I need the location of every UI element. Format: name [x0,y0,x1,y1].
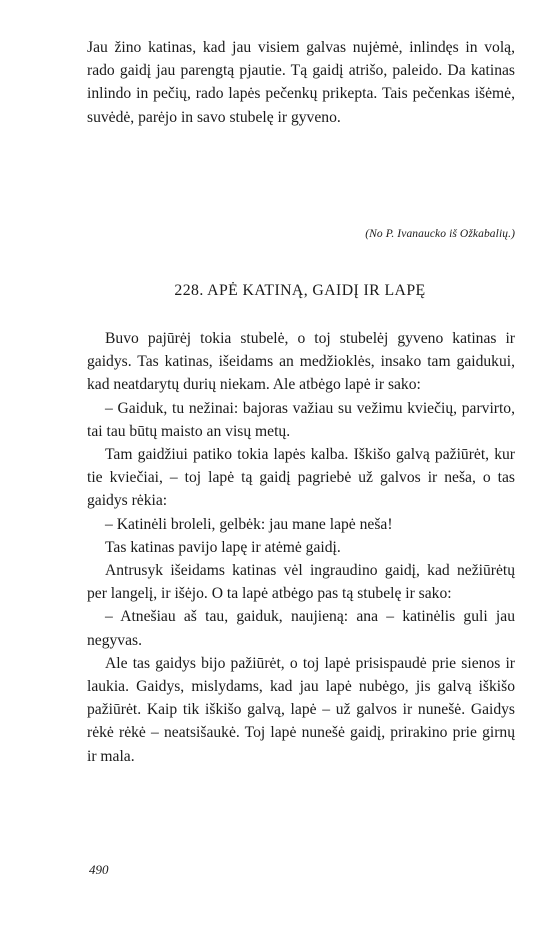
story-paragraph: – Gaiduk, tu nežinai: bajoras važiau su vežimu kviečių, parvirto, tai tau būtų maisto an visų metų. [87,399,515,440]
chapter-title: 228. APĖ KATINĄ, GAIDĮ IR LAPĘ [174,282,426,299]
intro-paragraph: Jau žino katinas, kad jau visiem galvas nujėmė, inlindęs in volą, rado gaidį jau parengtą pjautie. Tą gaidį atrišo, paleido. Da katinas inlindo in pečių, rado lapės pečenkų prikepta. Tais pečenkas išėmė, suvėdė, parėjo in savo stubelę ir gyveno. [87,39,515,126]
story-paragraph: – Atnešiau aš tau, gaiduk, naujieną: ana – katinėlis guli jau negyvas. [87,608,515,649]
story-paragraph: Ale tas gaidys bijo pažiūrėt, o toj lapė prisispaudė prie sienos ir laukia. Gaidys, mislydams, kad jau lapė nubėgo, jis galvą iškišo pažiūrėt. Kaip tik iškišo galvą, lapė – už galvos ir nunešė. Gaidys rėkė rėkė – neatsišaukė. Toj lapė nunešė gaidį, prirakino prie girnų ir mala. [87,654,515,765]
story-paragraph: – Katinėli broleli, gelbėk: jau mane lapė neša! [105,515,393,533]
page-number: 490 [89,862,109,877]
source-note: (No P. Ivanaucko iš Ožkabalių.) [365,228,515,240]
story-paragraph: Antrusyk išeidams katinas vėl ingraudino gaidį, kad nežiūrėtų per langelį, ir išėjo. O ta lapė atbėgo pas tą stubelę ir sako: [87,562,515,603]
intro-text [87,36,515,129]
story-paragraph: Tam gaidžiui patiko tokia lapės kalba. Iškišo galvą pažiūrėt, kur tie kviečiai, – toj lapė tą gaidį pagriebė už galvos ir neša, o tas gaidys rėkia: [87,446,515,510]
story-paragraph: Tas katinas pavijo lapę ir atėmė gaidį. [105,538,341,556]
story-text [87,327,515,768]
story-paragraph: Buvo pajūrėj tokia stubelė, o toj stubelėj gyveno katinas ir gaidys. Tas katinas, išeidams an medžioklės, insako tam gaidukui, kad neatdarytų durių niekam. Ale atbėgo lapė ir sako: [87,330,515,394]
